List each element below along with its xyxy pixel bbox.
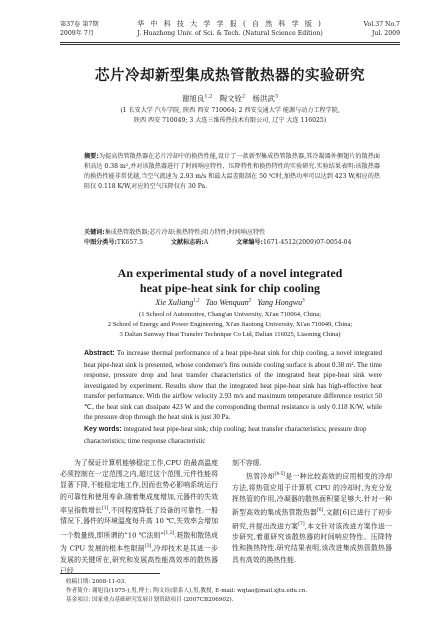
clc-label: 中图分类号: (84, 239, 117, 246)
body-text: 为了保证计算机能够稳定工作,CPU 的最高温度必须控制在一定范围之内,超过这个范围,元件性能将显著下降,不能稳定地工作,因而也势必影响系统运行的可靠性和使用寿命.随着集成度增加,元器件的失效率呈指数增长 (60, 459, 219, 515)
journal-name-en: J. Huazhong Univ. of Sci. & Tech. (Natural Science Edition) (137, 30, 323, 37)
footnote-rule (60, 573, 160, 574)
body-text: 热管冷却 (246, 472, 275, 481)
author-name: 杨洪武 (252, 94, 275, 103)
header-volume-issue: 第37卷 第7期 (60, 21, 99, 28)
body-text: ,不同程度降低了设备的可靠性.一般情况下,器件的环境温度每升高 10 ℃,失效率会增加一个数量级,即所谓的“10 ℃法则” (60, 506, 219, 539)
header-rule-thin (60, 44, 400, 45)
keywords-text-zh: 集成热管散热器;芯片冷却;换热特性;阻力特性;时间响应特性 (104, 229, 266, 236)
body-column-right (232, 458, 392, 566)
authors-zh (60, 93, 400, 104)
title-en-line: heat pipe-heat sink for chip cooling (139, 281, 321, 295)
abstract-label-en: Abstract: (84, 350, 115, 357)
keywords-zh (84, 228, 380, 238)
title-en-line: An experimental study of a novel integrated (117, 266, 343, 280)
keywords-en (84, 424, 382, 446)
author-affiliation-mark: 3 (274, 93, 279, 100)
paper-title-zh: 芯片冷却新型集成热管散热器的实验研究 (95, 68, 365, 84)
classification-zh (84, 238, 380, 248)
journal-name-zh: 华 中 科 技 大 学 学 报 ( 自 然 科 学 版 ) (137, 20, 323, 28)
affiliation-line-en: 3 Dalian Sunway Heat Transfer Technique Co Ltd, Dalian 116025, Liaoning China) (119, 331, 341, 338)
clc-value: TK657.5 (116, 239, 143, 246)
author-name: 陶文铨 (219, 94, 243, 103)
abstract-en (84, 348, 382, 423)
body-text: ,本文针对该改进方案作进一步研究,着重研究该散热器的时间响应特性、压降特性和换热特性.研究结果表明,该改进集成热管散热器具有高效的换热性能. (232, 521, 392, 564)
author-affiliation-mark: 3 (302, 298, 305, 304)
keywords-label-zh: 关键词: (84, 229, 105, 236)
author-name: 谢旭良 (181, 94, 205, 103)
doc-code-value: A (203, 239, 209, 246)
abstract-zh (84, 152, 380, 192)
citation-ref: [1,2] (163, 530, 175, 536)
author-name-en: Yang Hongwu (257, 298, 303, 307)
citation-ref: [7] (298, 521, 305, 527)
body-text: .耗散和散热成为 CPU 发展的根本性限制 (60, 530, 218, 553)
citation-ref: [6] (316, 508, 324, 514)
header-journal (137, 20, 323, 38)
header-volume-en (364, 20, 400, 38)
header-date-zh: 2009年 7月 (60, 30, 95, 37)
affiliations-en (60, 310, 400, 340)
footnote-received: 收稿日期: 2008-11-03. (66, 579, 127, 585)
body-column-left (60, 458, 218, 577)
keywords-label-en: Key words: (84, 426, 122, 433)
footnote-fund: 基金项目: 国家重点基础研究发展计划资助项目 (2007CB206902). (66, 597, 234, 603)
affiliation-line: (1 长安大学 汽车学院, 陕西 西安 710064; 2 西安交通大学 能源与动力工程学院, (120, 107, 340, 114)
author-affiliation-mark: 1,2 (193, 298, 200, 304)
body-paragraph (232, 469, 392, 566)
body-text: ,冷却技术是其进一步发展的关键所在,研究和发展高性能高效率的散热器已经 (60, 544, 218, 575)
header-volume (60, 20, 99, 38)
header-date-en: Jul. 2009 (371, 30, 400, 37)
citation-ref: [3] (144, 544, 152, 550)
header-vol-no: Vol.37 No.7 (363, 21, 400, 28)
author-affiliation-mark: 1,2 (204, 93, 213, 100)
paper-title-en (60, 266, 400, 296)
author-name-en: Xie Xuliang (155, 298, 194, 307)
body-text: 刻不容缓. (232, 459, 262, 467)
affiliation-line: 陕西 西安 710049; 3 大连三维传热技术有限公司, 辽宁 大连 116025) (133, 117, 327, 124)
abstract-label-zh: 摘要: (84, 153, 99, 160)
article-no-value: 1671-4512(2009)07-0054-04 (262, 239, 352, 246)
body-text: ,文献[6]已进行了初步研究,并提出改进方案 (232, 508, 393, 530)
footnote-author: 作者简介: 谢旭良(1975-),男,博士; 陶文铨(联系人),男,教授, E-mail: wqtao@mail.xjtu.edu.cn. (66, 588, 308, 594)
author-affiliation-mark: 2 (248, 298, 252, 304)
affiliations-zh (60, 106, 400, 126)
affiliation-line-en: (1 School of Automotive, Chang'an University, Xi'an 710064, China; (139, 311, 321, 318)
citation-ref: [1] (102, 505, 109, 511)
abstract-text-zh: 为提高热管散热器在芯片冷却中的换热性能,设计了一款新型集成热管散热器,其冷凝器外侧翅片的散热面积高达 0.38 m²,并对该散热器进行了时间响应特性、压降特性和换热特性的实验研究.实验结果表明:该散热器的换热性能非常优越,当空气流速为 2.93 m/s 和最大温差限制在 50 ℃时,加热功率可以达到 423 W,相应的热阻仅 0.118 K/W,对应的空气压降仅有 30 Pa. (84, 153, 381, 190)
body-text: 是一种比较高效的应用相变的冷却方法,将热管应用于计算机 CPU 的冷却时,为充分发挥热管的作用,冷凝器的散热面积要足够大.针对一种新型高效的集成热管散热器 (232, 472, 393, 517)
body-paragraph (232, 458, 392, 469)
affiliation-line-en: 2 School of Energy and Power Engineering, Xi'an Jiaotong University, Xi'an 710049, China; (107, 321, 353, 328)
citation-ref: [4-5] (274, 472, 286, 478)
doc-code-label: 文献标志码: (170, 239, 204, 246)
authors-en (60, 298, 400, 307)
keywords-block-zh (84, 228, 380, 248)
keywords-text-en: integrated heat pipe-heat sink; chip cooling; heat transfer characteristics; pressure drop characteristics; time response characteristic (84, 425, 367, 445)
author-name-en: Tao Wenquan (205, 298, 249, 307)
article-no-label: 文章编号: (236, 239, 263, 246)
author-affiliation-mark: 2 (242, 93, 246, 100)
header-rule (60, 42, 400, 43)
body-paragraph (60, 458, 218, 577)
abstract-text-en: To increase thermal performance of a heat pipe-heat sink for chip cooling, a novel integrated heat pipe-heat sink is presented, whose condenser's fins outside cooling surface is about 0.38 m². The time response, pressure drop and heat transfer characteristics of the integrated heat pipe-heat sink were investigated by experiment. Results show that the integrated heat pipe-heat sink has high-effective heat transfer performance. With the airflow velocity 2.93 m/s and maximum temperature difference restrict 50 ℃, the heat sink can dissipate 423 W and the corresponding thermal resistance is only 0.118 K/W, while the pressure drop through the heat sink is just 30 Pa. (84, 349, 383, 421)
